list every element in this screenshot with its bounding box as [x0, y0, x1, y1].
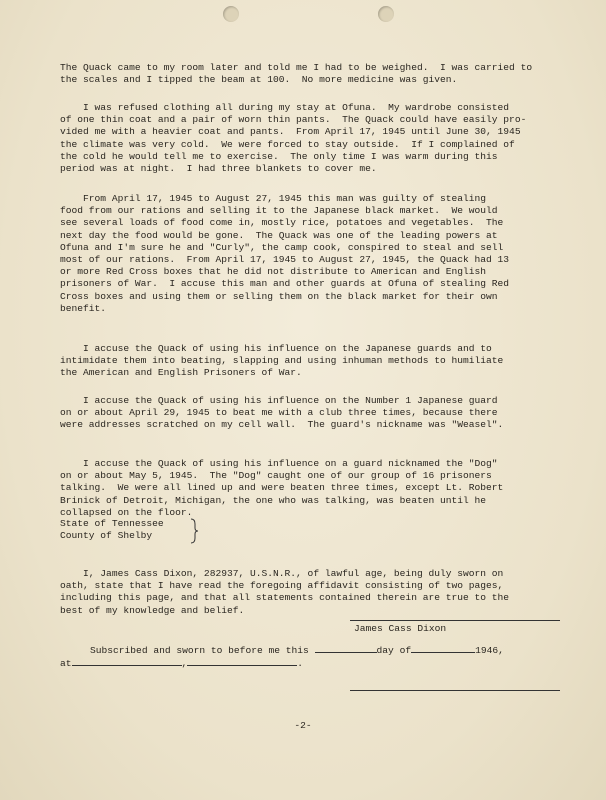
jurat-year-text: 1946, [475, 645, 504, 656]
jurat-subscribed-text: Subscribed and sworn to before me this [90, 645, 309, 656]
paragraph-oath [60, 568, 572, 617]
paragraph-text: The Quack came to my room later and told me I had to be weighed. I was carried to the scales and I tipped the beam at 100. No more medicine was given. [60, 62, 533, 86]
signature-line [350, 620, 560, 621]
paragraph-rations [60, 193, 572, 315]
paragraph-weasel [60, 395, 572, 432]
month-blank [411, 644, 475, 653]
jurat-comma: , [181, 658, 188, 669]
venue-state: State of Tennessee [60, 518, 164, 529]
paragraph-dog [60, 458, 572, 519]
paragraph-clothing [60, 102, 572, 175]
paragraph-text: I accuse the Quack of using his influence on the Number 1 Japanese guard on or about April 29, 1945 to beat me with a club three times, because there were addresses scratched on my cell wall. The guard's nickname was "Weasel". [60, 395, 504, 431]
paragraph-text: From April 17, 1945 to August 27, 1945 this man was guilty of stealing food from our rations and selling it to the Japanese black market. We would see several loads of food come in, mostly rice, potatoes and vegetables. The next day the food would be gone. The Quack was one of the leading powers at Ofuna and I'm sure he and "Curly", the camp cook, conspired to steal and sell most of our rations. From April 17, 1945 to August 27, 1945, the Quack had 13 or more Red Cross boxes that he did not distribute to American and English prisoners of War. I accuse this man and other guards at Ofuna of stealing Red Cross boxes and using them or selling them on the black market for their own benefit. [60, 193, 510, 314]
day-blank [315, 644, 377, 653]
venue-block [60, 518, 164, 542]
jurat-at-line [60, 657, 303, 669]
jurat-at-text: at [60, 658, 72, 669]
signatory-name: James Cass Dixon [354, 623, 447, 634]
jurat-line [90, 644, 504, 656]
venue-county: County of Shelby [60, 530, 153, 542]
binder-hole [378, 6, 394, 22]
notary-signature-line [350, 690, 560, 691]
binder-hole [223, 6, 239, 22]
paragraph-text: I accuse the Quack of using his influence on the Japanese guards and to intimidate them into beating, slapping and using inhuman methods to humiliate the American and English Prisoners of War. [60, 343, 504, 379]
jurat-day-text: day of [376, 645, 412, 656]
page-number: -2- [294, 720, 312, 731]
paragraph-text: I, James Cass Dixon, 282937, U.S.N.R., of lawful age, being duly sworn on oath, state that I have read the foregoing affidavit consisting of two pages, including this page, and that all statements contained therein are true to the best of my knowledge and belief. [60, 568, 510, 616]
state-blank [187, 657, 297, 666]
venue-brace [190, 518, 200, 544]
paragraph-weighed [60, 62, 572, 86]
paragraph-influence-guards [60, 343, 572, 380]
paragraph-text: I accuse the Quack of using his influence on a guard nicknamed the "Dog" on or about May 5, 1945. The "Dog" caught one of our group of 16 prisoners talking. We were all lined up and were beaten three times, except Lt. Robert Brinick of Detroit, Michigan, the one who was talking, was beaten until he collapsed on the floor. [60, 458, 504, 518]
paragraph-text: I was refused clothing all during my stay at Ofuna. My wardrobe consisted of one thin coat and a pair of worn thin pants. The Quack could have easily pro- vided me with a heavier coat and pants. From April 17, 1945 until June 30, 1945 the climate was very cold. We were forced to stay outside. If I complained of the cold he would tell me to exercise. The only time I was warm during this period was at night. I had three blankets to cover me. [60, 102, 527, 175]
city-blank [72, 657, 182, 666]
jurat-period: . [297, 658, 304, 669]
